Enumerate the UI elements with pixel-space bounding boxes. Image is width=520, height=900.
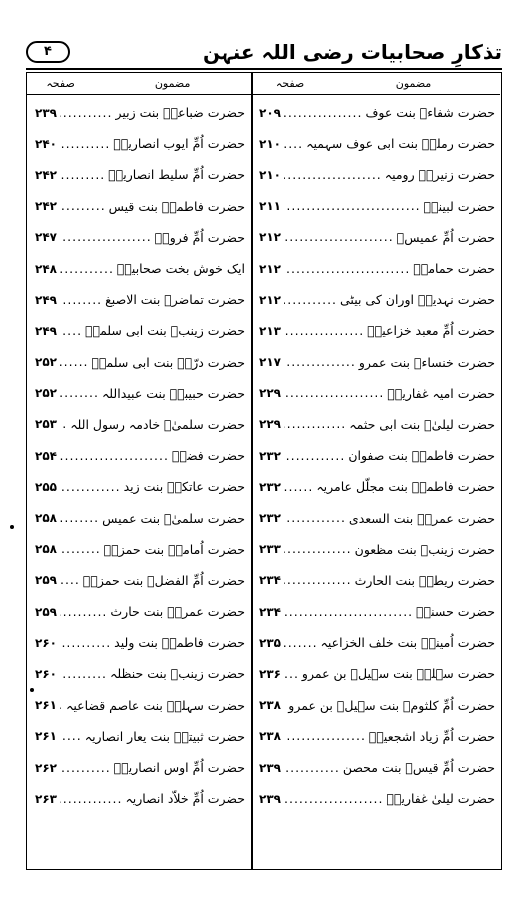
left-column-heading bbox=[27, 73, 251, 95]
dot-leader bbox=[60, 667, 107, 681]
entry-title: حضرت اُمِّ قیسؓ بنت محصن bbox=[342, 760, 495, 776]
dot-leader bbox=[284, 636, 318, 650]
entry-title: حضرت ریطہؓ بنت الحارث bbox=[354, 572, 495, 588]
entry-title: ایک خوش بخت صحابیہؓ bbox=[116, 261, 245, 277]
entry-page: ۲۴۲ bbox=[35, 167, 57, 182]
entry-title: حضرت خنساءؓ بنت عمرو bbox=[358, 354, 495, 370]
dot-leader bbox=[284, 667, 299, 681]
dot-leader bbox=[284, 230, 394, 244]
dot-leader bbox=[60, 761, 111, 775]
dot-leader bbox=[60, 792, 122, 806]
entry-title: حضرت اُمِّ زیاد اشجعیہؓ bbox=[368, 728, 495, 744]
dot-leader bbox=[60, 293, 102, 307]
toc-entry bbox=[259, 222, 495, 253]
toc-entry bbox=[259, 315, 495, 346]
toc-entry bbox=[35, 534, 245, 565]
entry-page: ۲۳۸ bbox=[259, 729, 281, 744]
entry-title: حضرت فضہؓ bbox=[171, 448, 245, 464]
dot-leader bbox=[284, 761, 340, 775]
toc-entry bbox=[35, 690, 245, 721]
dot-leader bbox=[60, 199, 106, 213]
margin-dot bbox=[30, 688, 34, 692]
entry-page: ۲۲۹ bbox=[259, 386, 281, 401]
page-heading: صفحہ bbox=[46, 77, 75, 90]
toc-entry bbox=[259, 596, 495, 627]
page-header bbox=[26, 40, 502, 68]
dot-leader bbox=[284, 792, 384, 806]
dot-leader bbox=[60, 573, 80, 587]
dot-leader bbox=[60, 324, 82, 338]
entry-page: ۲۴۰ bbox=[35, 136, 57, 151]
dot-leader bbox=[284, 137, 303, 151]
entry-page: ۲۵۹ bbox=[35, 573, 57, 588]
toc-entry bbox=[259, 752, 495, 783]
entry-page: ۲۶۱ bbox=[35, 698, 57, 713]
entry-page: ۲۵۴ bbox=[35, 448, 57, 463]
dot-leader bbox=[284, 199, 421, 213]
dot-leader bbox=[60, 137, 110, 151]
dot-leader bbox=[284, 729, 366, 743]
entry-page: ۲۱۲ bbox=[259, 261, 281, 276]
toc-entry bbox=[35, 752, 245, 783]
entry-page: ۲۳۴ bbox=[259, 604, 281, 619]
dot-leader bbox=[284, 542, 352, 556]
entry-page: ۲۵۸ bbox=[35, 511, 57, 526]
toc-entry bbox=[259, 783, 495, 814]
toc-entry bbox=[35, 253, 245, 284]
toc-entry bbox=[35, 347, 245, 378]
header-rule bbox=[26, 68, 502, 70]
entry-page: ۲۴۹ bbox=[35, 292, 57, 307]
toc-entry bbox=[35, 222, 245, 253]
page-number-badge: ۴ bbox=[26, 41, 70, 63]
entry-title: حضرت اُمینہؓ بنت خلف الخزاعیہ bbox=[320, 635, 495, 651]
entry-page: ۲۳۵ bbox=[259, 635, 281, 650]
entry-title: حضرت اُمِّ کلثومؓ بنت سہیلؓ بن عمرو bbox=[288, 697, 495, 713]
dot-leader bbox=[284, 386, 384, 400]
dot-leader bbox=[60, 449, 169, 463]
entry-title: حضرت اُمِّ فروہؓ bbox=[154, 229, 245, 245]
entry-title: حضرت اُمِّ معبد خزاعیہؓ bbox=[367, 323, 495, 339]
entry-title: حضرت رملہؓ بنت ابی عوف سہمیہ bbox=[306, 136, 495, 152]
entry-title: حضرت زینبؓ بنت مظعون bbox=[354, 541, 495, 557]
entry-page: ۲۵۹ bbox=[35, 604, 57, 619]
toc-entry bbox=[35, 658, 245, 689]
toc-entry bbox=[259, 721, 495, 752]
entry-page: ۲۶۲ bbox=[35, 760, 57, 775]
toc-entry bbox=[259, 534, 495, 565]
toc-entry bbox=[35, 315, 245, 346]
entry-title: حضرت زینبؓ بنت حنظلہ bbox=[110, 666, 245, 682]
dot-leader bbox=[60, 262, 114, 276]
toc-entry bbox=[35, 596, 245, 627]
toc-entry bbox=[259, 347, 495, 378]
dot-leader bbox=[60, 106, 112, 120]
toc-entry bbox=[259, 409, 495, 440]
dot-leader bbox=[284, 262, 410, 276]
toc-entry bbox=[35, 191, 245, 222]
dot-leader bbox=[284, 417, 346, 431]
toc-entry bbox=[35, 159, 245, 190]
dot-leader bbox=[60, 698, 63, 712]
toc-entry bbox=[35, 471, 245, 502]
dot-leader bbox=[284, 293, 337, 307]
entry-page: ۲۵۸ bbox=[35, 542, 57, 557]
entry-title: حضرت اُمِّ خلاّد انصاریہ bbox=[125, 791, 245, 807]
entry-page: ۲۳۴ bbox=[259, 573, 281, 588]
entry-title: حضرت سہلہؓ بنت سہیلؓ بن عمرو bbox=[301, 666, 495, 682]
entry-page: ۲۱۲ bbox=[259, 292, 281, 307]
entry-title: حضرت فاطمہؓ بنت مجلّل عامریہ bbox=[316, 479, 495, 495]
entry-title: حضرت عاتکہؓ بنت زید bbox=[123, 479, 245, 495]
dot-leader bbox=[284, 106, 362, 120]
right-column-entries bbox=[259, 97, 495, 814]
dot-leader bbox=[284, 449, 345, 463]
entry-title: حضرت حبیبہؓ بنت عبیداللہ bbox=[101, 385, 245, 401]
entry-title: حضرت اُمِّ الفضلؓ بنت حمزہؓ bbox=[82, 572, 245, 588]
toc-entry bbox=[259, 565, 495, 596]
dot-leader bbox=[284, 698, 285, 712]
toc-entry bbox=[259, 253, 495, 284]
toc-entry bbox=[35, 627, 245, 658]
dot-leader bbox=[60, 511, 99, 525]
entry-title: حضرت امیہ غفاریہؓ bbox=[387, 385, 495, 401]
dot-leader bbox=[60, 542, 101, 556]
entry-page: ۲۱۷ bbox=[259, 355, 281, 370]
entry-title: حضرت ثبیتہؓ بنت یعار انصاریہ bbox=[84, 728, 245, 744]
entry-title: حضرت لیلیٰ غفاریہؓ bbox=[386, 791, 495, 807]
dot-leader bbox=[60, 729, 82, 743]
toc-entry bbox=[259, 284, 495, 315]
toc-entry bbox=[259, 97, 495, 128]
dot-leader bbox=[284, 605, 413, 619]
entry-page: ۲۵۵ bbox=[35, 479, 57, 494]
dot-leader bbox=[60, 605, 107, 619]
entry-page: ۲۳۲ bbox=[259, 511, 281, 526]
entry-page: ۲۳۸ bbox=[259, 698, 281, 713]
entry-page: ۲۵۳ bbox=[35, 417, 57, 432]
right-column-heading bbox=[253, 73, 500, 95]
entry-page: ۲۶۰ bbox=[35, 666, 57, 681]
entry-title: حضرت فاطمہؓ بنت ولید bbox=[114, 635, 245, 651]
entry-page: ۲۳۹ bbox=[259, 791, 281, 806]
toc-entry bbox=[35, 128, 245, 159]
dot-leader bbox=[60, 417, 67, 431]
entry-page: ۲۵۲ bbox=[35, 355, 57, 370]
toc-entry bbox=[259, 128, 495, 159]
dot-leader bbox=[60, 168, 105, 182]
entry-title: حضرت عمرہؓ بنت حارث bbox=[110, 604, 245, 620]
entry-page: ۲۴۲ bbox=[35, 199, 57, 214]
entry-page: ۲۰۹ bbox=[259, 105, 281, 120]
toc-entry bbox=[259, 191, 495, 222]
entry-title: حضرت زنیرہؓ رومیہ bbox=[384, 167, 495, 183]
toc-entry bbox=[259, 690, 495, 721]
toc-entry bbox=[35, 284, 245, 315]
entry-title: حضرت سلمیٰؓ بنت عمیس bbox=[102, 510, 245, 526]
entry-title: حضرت سلمیٰؓ خادمہ رسول اللہ bbox=[70, 416, 245, 432]
toc-entry bbox=[259, 658, 495, 689]
entry-page: ۲۶۰ bbox=[35, 635, 57, 650]
entry-page: ۲۳۶ bbox=[259, 666, 281, 681]
dot-leader bbox=[60, 230, 152, 244]
toc-entry bbox=[35, 97, 245, 128]
entry-title: حضرت حمامہؓ bbox=[413, 261, 495, 277]
entry-page: ۲۱۰ bbox=[259, 167, 281, 182]
toc-entry bbox=[259, 159, 495, 190]
entry-title: حضرت زینبؓ بنت ابی سلمہؓ bbox=[85, 323, 245, 339]
dot-leader bbox=[284, 324, 364, 338]
toc-entry bbox=[35, 440, 245, 471]
entry-title: حضرت نہدیہؓ اوران کی بیٹی bbox=[340, 292, 495, 308]
toc-entry bbox=[35, 721, 245, 752]
entry-page: ۲۵۲ bbox=[35, 386, 57, 401]
margin-dot bbox=[10, 525, 14, 529]
entry-page: ۲۴۷ bbox=[35, 230, 57, 245]
entry-title: حضرت حسنہؓ bbox=[416, 604, 495, 620]
toc-entry bbox=[35, 502, 245, 533]
entry-page: ۲۲۹ bbox=[259, 417, 281, 432]
title-heading: مضمون bbox=[395, 77, 432, 90]
toc-entry bbox=[259, 471, 495, 502]
entry-page: ۲۶۱ bbox=[35, 729, 57, 744]
entry-page: ۲۴۸ bbox=[35, 261, 57, 276]
toc-entry bbox=[259, 440, 495, 471]
entry-page: ۲۱۲ bbox=[259, 230, 281, 245]
entry-page: ۲۳۹ bbox=[35, 105, 57, 120]
left-column-entries bbox=[35, 97, 245, 814]
book-title: تذکارِ صحابیات رضی اللہ عنہن bbox=[203, 40, 502, 64]
toc-entry bbox=[259, 627, 495, 658]
entry-title: حضرت شفاءؓ بنت عوف bbox=[365, 105, 495, 121]
toc-entry bbox=[35, 565, 245, 596]
entry-page: ۲۱۱ bbox=[259, 199, 281, 214]
entry-title: حضرت اُمِّ ایوب انصاریہؓ bbox=[113, 136, 245, 152]
table-of-contents bbox=[26, 72, 502, 870]
entry-title: حضرت اُمِّ عمیسؓ bbox=[396, 229, 495, 245]
dot-leader bbox=[284, 573, 352, 587]
entry-title: حضرت ضباعہؓ بنت زبیر bbox=[115, 105, 245, 121]
entry-title: حضرت لبینہؓ bbox=[423, 198, 495, 214]
entry-title: حضرت اُمِّ اوس انصاریہؓ bbox=[113, 760, 245, 776]
toc-entry bbox=[35, 409, 245, 440]
entry-title: حضرت سہلہؓ بنت عاصم قضاعیہ bbox=[66, 697, 245, 713]
entry-title: حضرت فاطمہؓ بنت صفوان bbox=[348, 448, 495, 464]
entry-title: حضرت فاطمہؓ بنت قیس bbox=[108, 198, 245, 214]
toc-entry bbox=[259, 502, 495, 533]
dot-leader bbox=[60, 480, 121, 494]
title-heading: مضمون bbox=[154, 77, 191, 90]
entry-title: حضرت اُمِّ سلیط انصاریہؓ bbox=[108, 167, 245, 183]
dot-leader bbox=[60, 355, 89, 369]
entry-page: ۲۶۳ bbox=[35, 791, 57, 806]
dot-leader bbox=[60, 636, 111, 650]
entry-page: ۲۳۲ bbox=[259, 479, 281, 494]
entry-page: ۲۱۳ bbox=[259, 323, 281, 338]
entry-title: حضرت تماضرؓ بنت الاصبغ bbox=[105, 292, 245, 308]
dot-leader bbox=[284, 511, 346, 525]
entry-page: ۲۳۲ bbox=[259, 448, 281, 463]
entry-page: ۲۴۹ bbox=[35, 323, 57, 338]
entry-title: حضرت اُمامہؓ بنت حمزہؓ bbox=[103, 541, 245, 557]
toc-entry bbox=[35, 783, 245, 814]
entry-title: حضرت لیلیٰؓ بنت ابی حثمہ bbox=[349, 416, 495, 432]
dot-leader bbox=[60, 386, 99, 400]
dot-leader bbox=[284, 480, 313, 494]
page-heading: صفحہ bbox=[275, 77, 305, 90]
entry-title: حضرت عمرہؓ بنت السعدی bbox=[348, 510, 495, 526]
entry-title: حضرت درّہؓ بنت ابی سلمہؓ bbox=[91, 354, 245, 370]
toc-entry bbox=[259, 378, 495, 409]
toc-entry bbox=[35, 378, 245, 409]
dot-leader bbox=[284, 355, 356, 369]
dot-leader bbox=[284, 168, 382, 182]
entry-page: ۲۳۹ bbox=[259, 760, 281, 775]
column-divider bbox=[251, 73, 253, 869]
entry-page: ۲۱۰ bbox=[259, 136, 281, 151]
entry-page: ۲۳۳ bbox=[259, 542, 281, 557]
